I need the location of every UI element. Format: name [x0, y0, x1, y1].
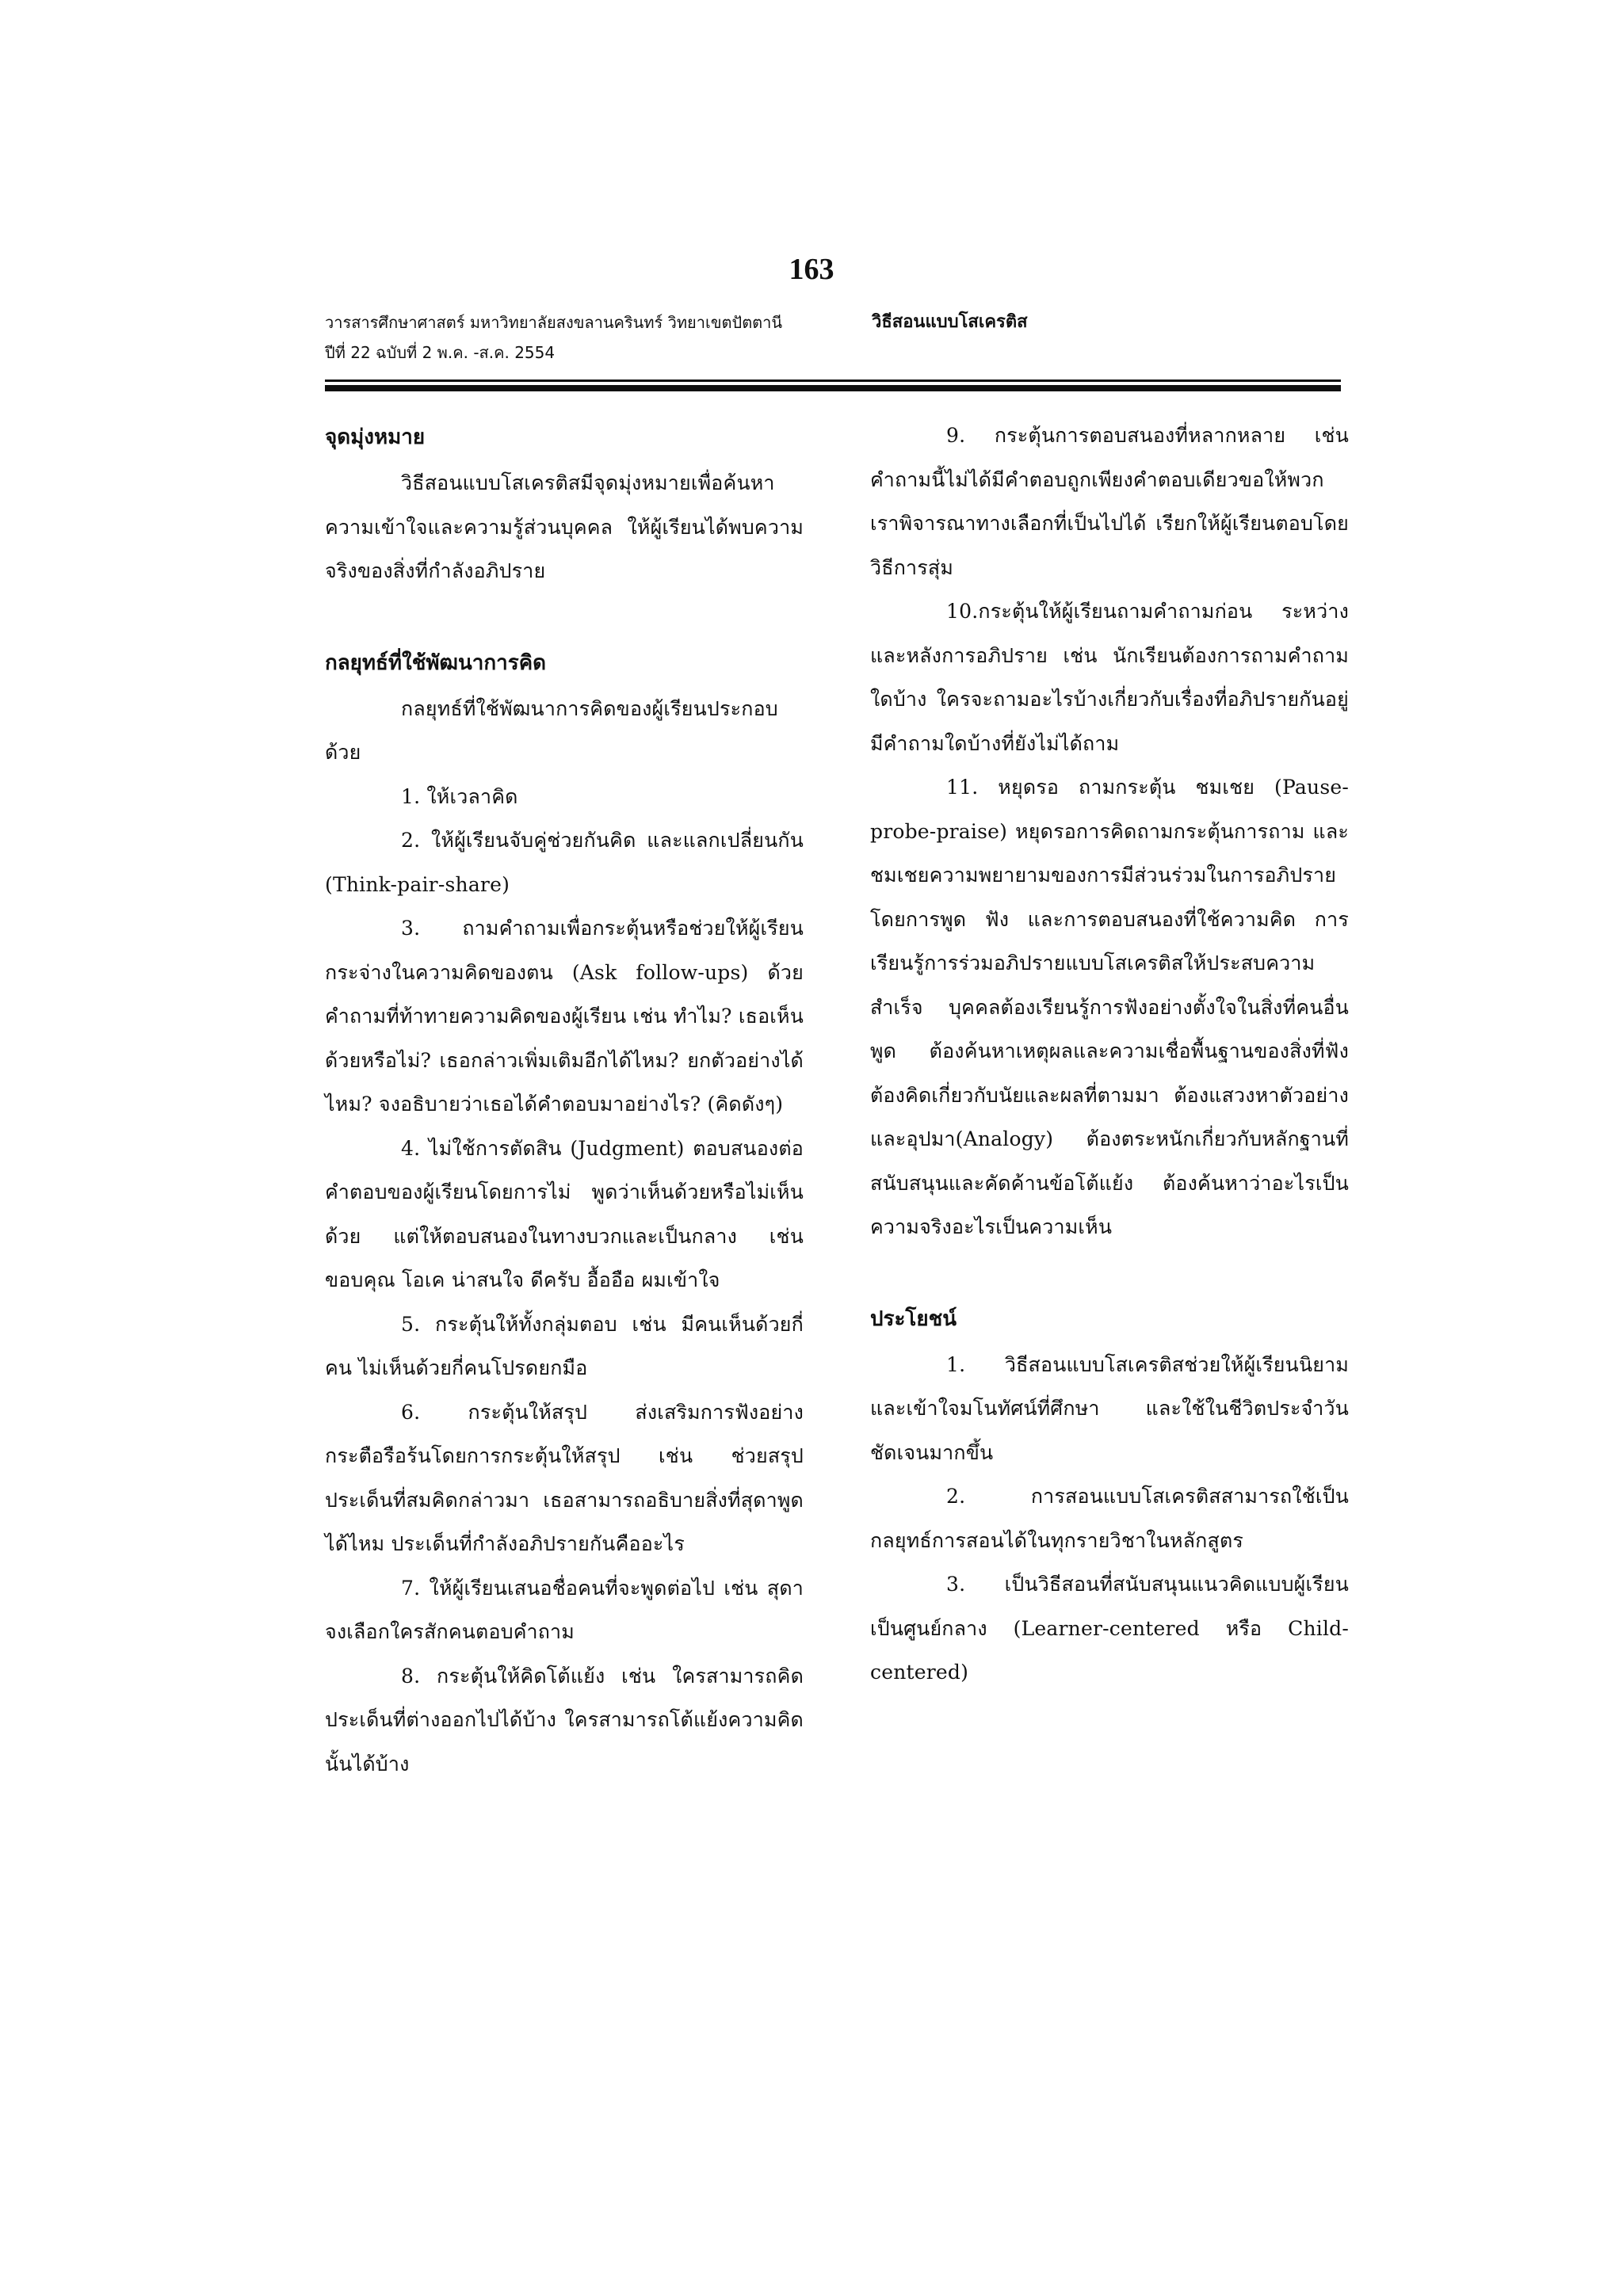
benefits-heading: ประโยชน์ [870, 1306, 957, 1331]
strategy-item: 4. ไม่ใช้การตัดสิน (Judgment) ตอบสนองต่อคำตอบของผู้เรียนโดยการไม่ พูดว่าเห็นด้วยหรือไม่เห็นด้วย แต่ให้ตอบสนองในทางบวกและเป็นกลาง เช่น ขอบคุณ โอเค น่าสนใจ ดีครับ อื้ออือ ผมเข้าใจ [325, 1136, 804, 1291]
strategy-item: 7. ให้ผู้เรียนเสนอชื่อคนที่จะพูดต่อไป เช่น สุดาจงเลือกใครสักคนตอบคำถาม [325, 1576, 804, 1643]
section-spacer [325, 593, 804, 639]
left-column [325, 414, 804, 1786]
strategy-item: 5. กระตุ้นให้ทั้งกลุ่มตอบ เช่น มีคนเห็นด้วยกี่คน ไม่เห็นด้วยกี่คนโปรดยกมือ [325, 1312, 804, 1379]
benefit-item: 2. การสอนแบบโสเครติสสามารถใช้เป็นกลยุทธ์การสอนได้ในทุกรายวิชาในหลักสูตร [870, 1485, 1349, 1552]
benefit-item: 1. วิธีสอนแบบโสเครติสช่วยให้ผู้เรียนนิยาม และเข้าใจมโนทัศน์ที่ศึกษา และใช้ในชีวิตประจำวันชัดเจนมากขึ้น [870, 1352, 1349, 1464]
strategy-item: 9. กระตุ้นการตอบสนองที่หลากหลาย เช่น คำถามนี้ไม่ได้มีคำตอบถูกเพียงคำตอบเดียวขอให้พวกเราพิจารณาทางเลือกที่เป็นไปได้ เรียกให้ผู้เรียนตอบโดยวิธีการสุ่ม [870, 424, 1349, 579]
strategy-intro: กลยุทธ์ที่ใช้พัฒนาการคิดของผู้เรียนประกอบด้วย [325, 696, 778, 764]
strategy-item: 11. หยุดรอ ถามกระตุ้น ชมเชย (Pause-probe-praise) หยุดรอการคิดถามกระตุ้นการถาม และชมเชยความพยายามของการมีส่วนร่วมในการอภิปรายโดยการพูด ฟัง และการตอบสนองที่ใช้ความคิด การเรียนรู้การร่วมอภิปรายแบบโสเครติสให้ประสบความสำเร็จ บุคคลต้องเรียนรู้การฟังอย่างตั้งใจในสิ่งที่คนอื่นพูด ต้องค้นหาเหตุผลและความเชื่อพื้นฐานของสิ่งที่ฟัง ต้องคิดเกี่ยวกับนัยและผลที่ตามมา ต้องแสวงหาตัวอย่างและอุปมา(Analogy) ต้องตระหนักเกี่ยวกับหลักฐานที่สนับสนุนและคัดค้านข้อโต้แย้ง ต้องค้นหาว่าอะไรเป็นความจริงอะไรเป็นความเห็น [870, 776, 1349, 1238]
strategy-item: 1. ให้เวลาคิด [401, 784, 518, 808]
benefit-item: 3. เป็นวิธีสอนที่สนับสนุนแนวคิดแบบผู้เรียนเป็นศูนย์กลาง (Learner-centered หรือ Child-centered) [870, 1573, 1349, 1684]
right-column [870, 414, 1349, 1695]
strategy-item: 6. กระตุ้นให้สรุป ส่งเสริมการฟังอย่างกระตือรือร้นโดยการกระตุ้นให้สรุป เช่น ช่วยสรุปประเด็นที่สมคิดกล่าวมา เธอสามารถอธิบายสิ่งที่สุดาพูดได้ไหม ประเด็นที่กำลังอภิปรายกันคืออะไร [325, 1400, 804, 1555]
goal-heading: จุดมุ่งหมาย [325, 425, 426, 449]
goal-paragraph: วิธีสอนแบบโสเครติสมีจุดมุ่งหมายเพื่อค้นหาความเข้าใจและความรู้ส่วนบุคคล ให้ผู้เรียนได้พบความจริงของสิ่งที่กำลังอภิปราย [325, 471, 804, 582]
issue-info: ปีที่ 22 ฉบับที่ 2 พ.ค. -ส.ค. 2554 [325, 343, 556, 362]
strategy-item: 10.กระตุ้นให้ผู้เรียนถามคำถามก่อน ระหว่างและหลังการอภิปราย เช่น นักเรียนต้องการถามคำถามใดบ้าง ใครจะถามอะไรบ้างเกี่ยวกับเรื่องที่อภิปรายกันอยู่ มีคำถามใดบ้างที่ยังไม่ได้ถาม [870, 600, 1349, 755]
running-header-journal [325, 307, 864, 368]
header-rule-thin [325, 379, 1341, 382]
strategy-item: 3. ถามคำถามเพื่อกระตุ้นหรือช่วยให้ผู้เรียนกระจ่างในความคิดของตน (Ask follow-ups) ด้วยคำถามที่ท้าทายความคิดของผู้เรียน เช่น ทำไม? เธอเห็นด้วยหรือไม่? เธอกล่าวเพิ่มเติมอีกได้ไหม? ยกตัวอย่างได้ไหม? จงอธิบายว่าเธอได้คำตอบมาอย่างไร? (คิดดังๆ) [325, 917, 804, 1116]
section-spacer [870, 1249, 1349, 1295]
strategy-item: 8. กระตุ้นให้คิดโต้แย้ง เช่น ใครสามารถคิดประเด็นที่ต่างออกไปได้บ้าง ใครสามารถโต้แย้งความคิดนั้นได้บ้าง [325, 1664, 804, 1775]
header-rule-thick [325, 385, 1341, 391]
running-header-title: วิธีสอนแบบโสเครติส [872, 312, 1028, 332]
page-number: 163 [789, 253, 834, 286]
strategy-item: 2. ให้ผู้เรียนจับคู่ช่วยกันคิด และแลกเปลี่ยนกัน (Think-pair-share) [325, 829, 804, 896]
strategy-heading: กลยุทธ์ที่ใช้พัฒนาการคิด [325, 650, 546, 675]
journal-name: วารสารศึกษาศาสตร์ มหาวิทยาลัยสงขลานครินทร์ วิทยาเขตปัตตานี [325, 313, 783, 332]
